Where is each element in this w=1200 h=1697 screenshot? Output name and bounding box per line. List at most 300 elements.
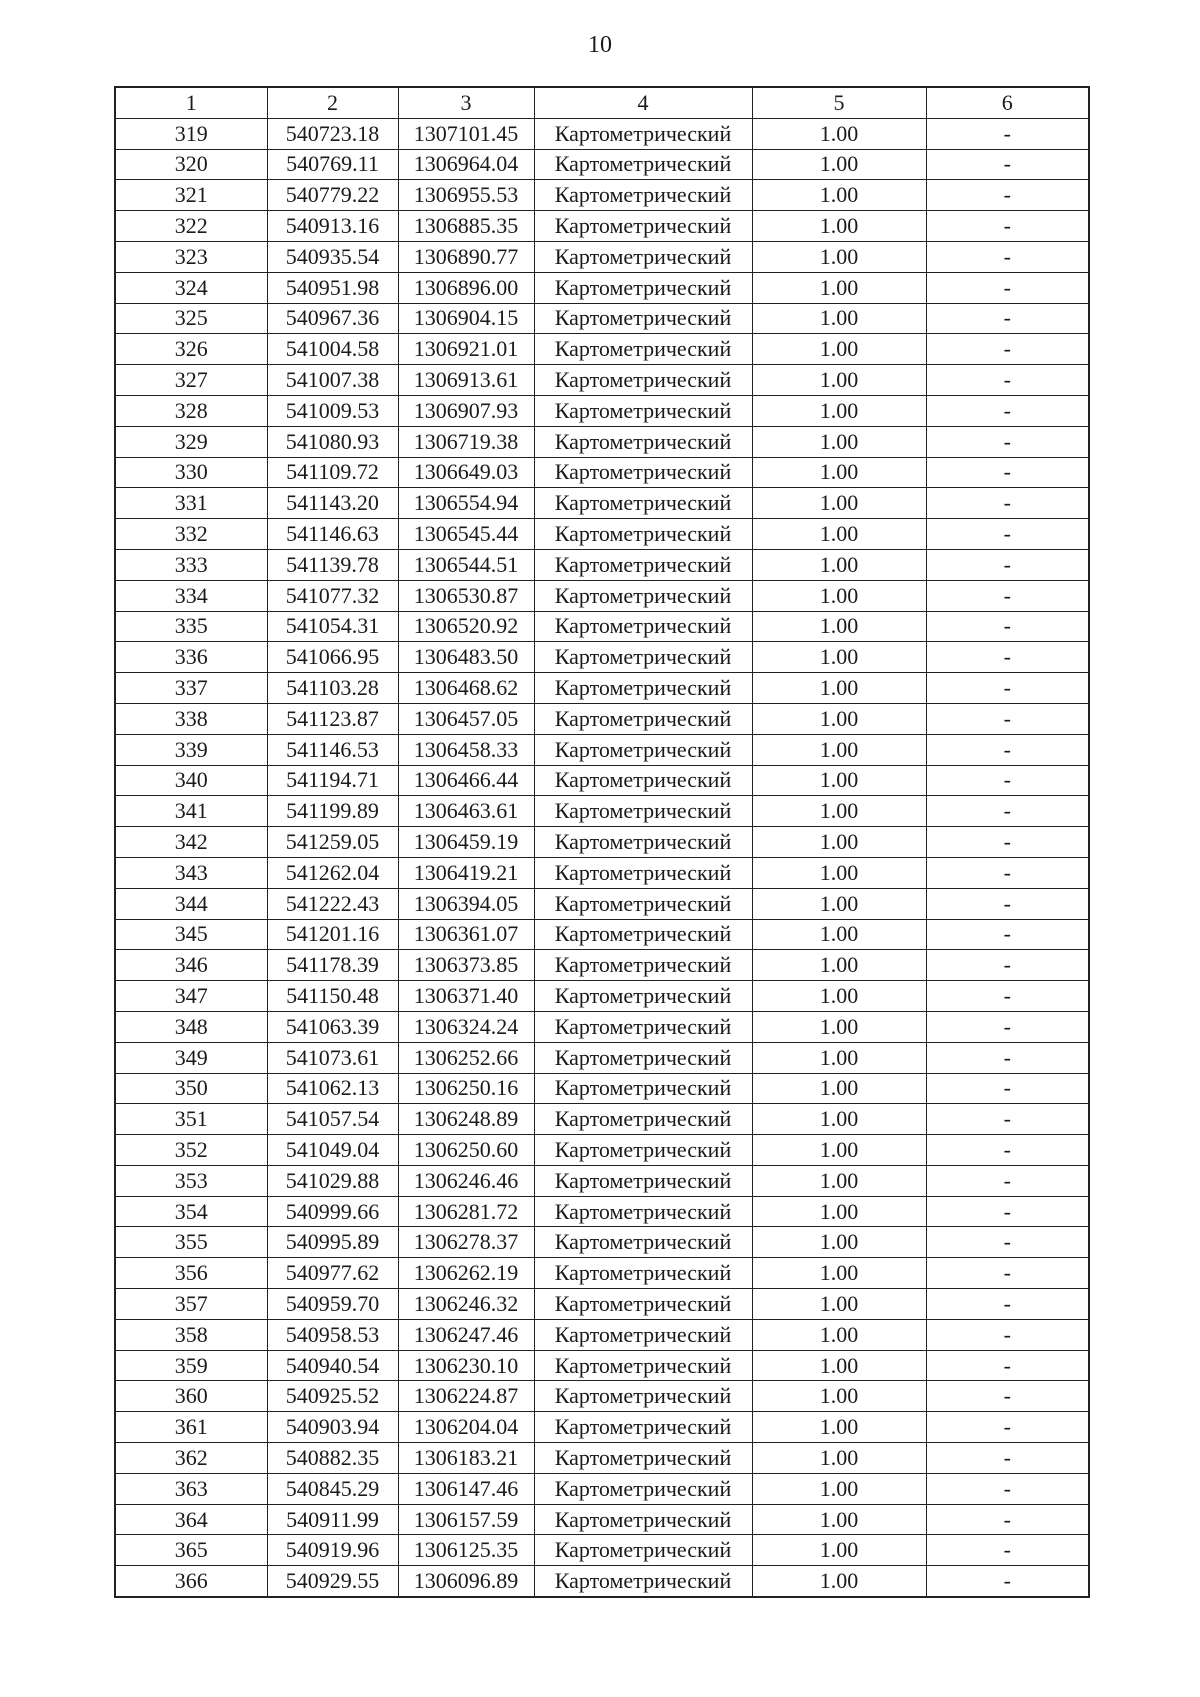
accuracy-cell: 1.00 xyxy=(752,1073,926,1104)
method-cell: Картометрический xyxy=(534,272,752,303)
accuracy-cell: 1.00 xyxy=(752,395,926,426)
description-cell: - xyxy=(926,1196,1089,1227)
table-row xyxy=(115,334,1089,365)
accuracy-cell: 1.00 xyxy=(752,580,926,611)
column-header: 3 xyxy=(398,87,534,118)
x-coordinate-cell: 540999.66 xyxy=(267,1196,398,1227)
point-number-cell: 346 xyxy=(115,950,267,981)
column-header: 2 xyxy=(267,87,398,118)
description-cell: - xyxy=(926,827,1089,858)
table-row xyxy=(115,241,1089,272)
method-cell: Картометрический xyxy=(534,1443,752,1474)
table-row xyxy=(115,211,1089,242)
description-cell: - xyxy=(926,1412,1089,1443)
method-cell: Картометрический xyxy=(534,1042,752,1073)
description-cell: - xyxy=(926,1381,1089,1412)
y-coordinate-cell: 1306394.05 xyxy=(398,888,534,919)
x-coordinate-cell: 540940.54 xyxy=(267,1350,398,1381)
x-coordinate-cell: 540935.54 xyxy=(267,241,398,272)
accuracy-cell: 1.00 xyxy=(752,272,926,303)
accuracy-cell: 1.00 xyxy=(752,488,926,519)
description-cell: - xyxy=(926,180,1089,211)
point-number-cell: 333 xyxy=(115,549,267,580)
x-coordinate-cell: 540769.11 xyxy=(267,149,398,180)
y-coordinate-cell: 1306913.61 xyxy=(398,365,534,396)
x-coordinate-cell: 540845.29 xyxy=(267,1473,398,1504)
table-row xyxy=(115,519,1089,550)
accuracy-cell: 1.00 xyxy=(752,1319,926,1350)
description-cell: - xyxy=(926,1227,1089,1258)
method-cell: Картометрический xyxy=(534,888,752,919)
x-coordinate-cell: 541009.53 xyxy=(267,395,398,426)
description-cell: - xyxy=(926,1258,1089,1289)
y-coordinate-cell: 1306373.85 xyxy=(398,950,534,981)
accuracy-cell: 1.00 xyxy=(752,457,926,488)
point-number-cell: 340 xyxy=(115,765,267,796)
accuracy-cell: 1.00 xyxy=(752,703,926,734)
accuracy-cell: 1.00 xyxy=(752,118,926,149)
x-coordinate-cell: 540723.18 xyxy=(267,118,398,149)
point-number-cell: 337 xyxy=(115,673,267,704)
y-coordinate-cell: 1306224.87 xyxy=(398,1381,534,1412)
point-number-cell: 344 xyxy=(115,888,267,919)
x-coordinate-cell: 541194.71 xyxy=(267,765,398,796)
y-coordinate-cell: 1306147.46 xyxy=(398,1473,534,1504)
y-coordinate-cell: 1306278.37 xyxy=(398,1227,534,1258)
accuracy-cell: 1.00 xyxy=(752,334,926,365)
method-cell: Картометрический xyxy=(534,1073,752,1104)
table-row xyxy=(115,642,1089,673)
method-cell: Картометрический xyxy=(534,519,752,550)
point-number-cell: 322 xyxy=(115,211,267,242)
table-row xyxy=(115,1350,1089,1381)
accuracy-cell: 1.00 xyxy=(752,796,926,827)
accuracy-cell: 1.00 xyxy=(752,1104,926,1135)
table-row xyxy=(115,395,1089,426)
point-number-cell: 329 xyxy=(115,426,267,457)
point-number-cell: 361 xyxy=(115,1412,267,1443)
method-cell: Картометрический xyxy=(534,1319,752,1350)
description-cell: - xyxy=(926,950,1089,981)
description-cell: - xyxy=(926,857,1089,888)
point-number-cell: 321 xyxy=(115,180,267,211)
accuracy-cell: 1.00 xyxy=(752,950,926,981)
x-coordinate-cell: 541049.04 xyxy=(267,1135,398,1166)
x-coordinate-cell: 541150.48 xyxy=(267,981,398,1012)
y-coordinate-cell: 1306554.94 xyxy=(398,488,534,519)
table-row xyxy=(115,1073,1089,1104)
y-coordinate-cell: 1306483.50 xyxy=(398,642,534,673)
y-coordinate-cell: 1306530.87 xyxy=(398,580,534,611)
x-coordinate-cell: 541054.31 xyxy=(267,611,398,642)
point-number-cell: 325 xyxy=(115,303,267,334)
x-coordinate-cell: 540967.36 xyxy=(267,303,398,334)
y-coordinate-cell: 1306252.66 xyxy=(398,1042,534,1073)
table-row xyxy=(115,1135,1089,1166)
accuracy-cell: 1.00 xyxy=(752,365,926,396)
x-coordinate-cell: 541109.72 xyxy=(267,457,398,488)
table-row xyxy=(115,1412,1089,1443)
x-coordinate-cell: 540779.22 xyxy=(267,180,398,211)
y-coordinate-cell: 1306907.93 xyxy=(398,395,534,426)
description-cell: - xyxy=(926,981,1089,1012)
point-number-cell: 319 xyxy=(115,118,267,149)
point-number-cell: 363 xyxy=(115,1473,267,1504)
method-cell: Картометрический xyxy=(534,1473,752,1504)
description-cell: - xyxy=(926,118,1089,149)
accuracy-cell: 1.00 xyxy=(752,642,926,673)
x-coordinate-cell: 540913.16 xyxy=(267,211,398,242)
y-coordinate-cell: 1306096.89 xyxy=(398,1566,534,1597)
method-cell: Картометрический xyxy=(534,426,752,457)
point-number-cell: 356 xyxy=(115,1258,267,1289)
accuracy-cell: 1.00 xyxy=(752,1350,926,1381)
method-cell: Картометрический xyxy=(534,1289,752,1320)
point-number-cell: 355 xyxy=(115,1227,267,1258)
x-coordinate-cell: 541057.54 xyxy=(267,1104,398,1135)
point-number-cell: 354 xyxy=(115,1196,267,1227)
table-row xyxy=(115,118,1089,149)
table-row xyxy=(115,796,1089,827)
point-number-cell: 358 xyxy=(115,1319,267,1350)
table-header-row xyxy=(115,87,1089,118)
description-cell: - xyxy=(926,1566,1089,1597)
y-coordinate-cell: 1306545.44 xyxy=(398,519,534,550)
table-row xyxy=(115,950,1089,981)
table-row xyxy=(115,457,1089,488)
point-number-cell: 342 xyxy=(115,827,267,858)
description-cell: - xyxy=(926,796,1089,827)
y-coordinate-cell: 1306248.89 xyxy=(398,1104,534,1135)
y-coordinate-cell: 1306183.21 xyxy=(398,1443,534,1474)
description-cell: - xyxy=(926,241,1089,272)
description-cell: - xyxy=(926,888,1089,919)
x-coordinate-cell: 541062.13 xyxy=(267,1073,398,1104)
accuracy-cell: 1.00 xyxy=(752,888,926,919)
x-coordinate-cell: 540958.53 xyxy=(267,1319,398,1350)
table-row xyxy=(115,1319,1089,1350)
table-row xyxy=(115,149,1089,180)
method-cell: Картометрический xyxy=(534,673,752,704)
point-number-cell: 357 xyxy=(115,1289,267,1320)
y-coordinate-cell: 1306890.77 xyxy=(398,241,534,272)
y-coordinate-cell: 1306544.51 xyxy=(398,549,534,580)
method-cell: Картометрический xyxy=(534,703,752,734)
table-row xyxy=(115,303,1089,334)
table-row xyxy=(115,1443,1089,1474)
table-row xyxy=(115,426,1089,457)
accuracy-cell: 1.00 xyxy=(752,919,926,950)
method-cell: Картометрический xyxy=(534,211,752,242)
description-cell: - xyxy=(926,1473,1089,1504)
x-coordinate-cell: 541077.32 xyxy=(267,580,398,611)
point-number-cell: 343 xyxy=(115,857,267,888)
method-cell: Картометрический xyxy=(534,1196,752,1227)
x-coordinate-cell: 541201.16 xyxy=(267,919,398,950)
point-number-cell: 327 xyxy=(115,365,267,396)
x-coordinate-cell: 541262.04 xyxy=(267,857,398,888)
accuracy-cell: 1.00 xyxy=(752,1042,926,1073)
point-number-cell: 348 xyxy=(115,1011,267,1042)
column-header: 4 xyxy=(534,87,752,118)
point-number-cell: 332 xyxy=(115,519,267,550)
description-cell: - xyxy=(926,149,1089,180)
table-row xyxy=(115,1566,1089,1597)
accuracy-cell: 1.00 xyxy=(752,1535,926,1566)
column-header: 1 xyxy=(115,87,267,118)
x-coordinate-cell: 541199.89 xyxy=(267,796,398,827)
table-row xyxy=(115,1535,1089,1566)
description-cell: - xyxy=(926,365,1089,396)
table-row xyxy=(115,827,1089,858)
accuracy-cell: 1.00 xyxy=(752,241,926,272)
point-number-cell: 360 xyxy=(115,1381,267,1412)
method-cell: Картометрический xyxy=(534,1381,752,1412)
x-coordinate-cell: 541080.93 xyxy=(267,426,398,457)
method-cell: Картометрический xyxy=(534,1227,752,1258)
table-body xyxy=(115,118,1089,1597)
method-cell: Картометрический xyxy=(534,180,752,211)
description-cell: - xyxy=(926,642,1089,673)
x-coordinate-cell: 540929.55 xyxy=(267,1566,398,1597)
y-coordinate-cell: 1306419.21 xyxy=(398,857,534,888)
description-cell: - xyxy=(926,211,1089,242)
method-cell: Картометрический xyxy=(534,334,752,365)
accuracy-cell: 1.00 xyxy=(752,180,926,211)
y-coordinate-cell: 1306157.59 xyxy=(398,1504,534,1535)
description-cell: - xyxy=(926,919,1089,950)
point-number-cell: 349 xyxy=(115,1042,267,1073)
y-coordinate-cell: 1306246.46 xyxy=(398,1165,534,1196)
method-cell: Картометрический xyxy=(534,1535,752,1566)
y-coordinate-cell: 1306262.19 xyxy=(398,1258,534,1289)
method-cell: Картометрический xyxy=(534,1104,752,1135)
accuracy-cell: 1.00 xyxy=(752,1566,926,1597)
accuracy-cell: 1.00 xyxy=(752,827,926,858)
description-cell: - xyxy=(926,1011,1089,1042)
point-number-cell: 323 xyxy=(115,241,267,272)
accuracy-cell: 1.00 xyxy=(752,1227,926,1258)
x-coordinate-cell: 541066.95 xyxy=(267,642,398,673)
method-cell: Картометрический xyxy=(534,303,752,334)
accuracy-cell: 1.00 xyxy=(752,857,926,888)
point-number-cell: 353 xyxy=(115,1165,267,1196)
description-cell: - xyxy=(926,334,1089,365)
table-row xyxy=(115,1258,1089,1289)
point-number-cell: 324 xyxy=(115,272,267,303)
point-number-cell: 359 xyxy=(115,1350,267,1381)
table-row xyxy=(115,1196,1089,1227)
y-coordinate-cell: 1306250.16 xyxy=(398,1073,534,1104)
table-row xyxy=(115,580,1089,611)
description-cell: - xyxy=(926,1443,1089,1474)
point-number-cell: 331 xyxy=(115,488,267,519)
y-coordinate-cell: 1306371.40 xyxy=(398,981,534,1012)
table-row xyxy=(115,611,1089,642)
accuracy-cell: 1.00 xyxy=(752,1135,926,1166)
point-number-cell: 350 xyxy=(115,1073,267,1104)
accuracy-cell: 1.00 xyxy=(752,1473,926,1504)
table-row xyxy=(115,180,1089,211)
coordinates-table xyxy=(114,86,1090,1598)
column-header: 5 xyxy=(752,87,926,118)
accuracy-cell: 1.00 xyxy=(752,1258,926,1289)
x-coordinate-cell: 541029.88 xyxy=(267,1165,398,1196)
method-cell: Картометрический xyxy=(534,1258,752,1289)
y-coordinate-cell: 1306458.33 xyxy=(398,734,534,765)
description-cell: - xyxy=(926,703,1089,734)
point-number-cell: 328 xyxy=(115,395,267,426)
accuracy-cell: 1.00 xyxy=(752,1381,926,1412)
method-cell: Картометрический xyxy=(534,642,752,673)
table-row xyxy=(115,919,1089,950)
accuracy-cell: 1.00 xyxy=(752,981,926,1012)
description-cell: - xyxy=(926,734,1089,765)
y-coordinate-cell: 1306125.35 xyxy=(398,1535,534,1566)
x-coordinate-cell: 540911.99 xyxy=(267,1504,398,1535)
point-number-cell: 364 xyxy=(115,1504,267,1535)
y-coordinate-cell: 1306463.61 xyxy=(398,796,534,827)
y-coordinate-cell: 1306649.03 xyxy=(398,457,534,488)
description-cell: - xyxy=(926,1135,1089,1166)
x-coordinate-cell: 540903.94 xyxy=(267,1412,398,1443)
description-cell: - xyxy=(926,1073,1089,1104)
accuracy-cell: 1.00 xyxy=(752,1196,926,1227)
accuracy-cell: 1.00 xyxy=(752,1165,926,1196)
point-number-cell: 345 xyxy=(115,919,267,950)
point-number-cell: 341 xyxy=(115,796,267,827)
y-coordinate-cell: 1306904.15 xyxy=(398,303,534,334)
method-cell: Картометрический xyxy=(534,1165,752,1196)
y-coordinate-cell: 1306281.72 xyxy=(398,1196,534,1227)
table-row xyxy=(115,765,1089,796)
accuracy-cell: 1.00 xyxy=(752,1289,926,1320)
method-cell: Картометрический xyxy=(534,118,752,149)
method-cell: Картометрический xyxy=(534,796,752,827)
x-coordinate-cell: 541123.87 xyxy=(267,703,398,734)
x-coordinate-cell: 540925.52 xyxy=(267,1381,398,1412)
point-number-cell: 320 xyxy=(115,149,267,180)
page-number: 10 xyxy=(588,32,612,58)
method-cell: Картометрический xyxy=(534,857,752,888)
table-row xyxy=(115,1504,1089,1535)
point-number-cell: 362 xyxy=(115,1443,267,1474)
point-number-cell: 336 xyxy=(115,642,267,673)
method-cell: Картометрический xyxy=(534,950,752,981)
x-coordinate-cell: 540919.96 xyxy=(267,1535,398,1566)
x-coordinate-cell: 541178.39 xyxy=(267,950,398,981)
y-coordinate-cell: 1306459.19 xyxy=(398,827,534,858)
method-cell: Картометрический xyxy=(534,981,752,1012)
y-coordinate-cell: 1307101.45 xyxy=(398,118,534,149)
method-cell: Картометрический xyxy=(534,395,752,426)
table-row xyxy=(115,981,1089,1012)
method-cell: Картометрический xyxy=(534,365,752,396)
description-cell: - xyxy=(926,611,1089,642)
y-coordinate-cell: 1306955.53 xyxy=(398,180,534,211)
y-coordinate-cell: 1306921.01 xyxy=(398,334,534,365)
y-coordinate-cell: 1306896.00 xyxy=(398,272,534,303)
accuracy-cell: 1.00 xyxy=(752,426,926,457)
table-row xyxy=(115,703,1089,734)
method-cell: Картометрический xyxy=(534,919,752,950)
method-cell: Картометрический xyxy=(534,580,752,611)
point-number-cell: 338 xyxy=(115,703,267,734)
y-coordinate-cell: 1306468.62 xyxy=(398,673,534,704)
method-cell: Картометрический xyxy=(534,611,752,642)
description-cell: - xyxy=(926,1042,1089,1073)
method-cell: Картометрический xyxy=(534,827,752,858)
method-cell: Картометрический xyxy=(534,549,752,580)
table-row xyxy=(115,1381,1089,1412)
table-row xyxy=(115,488,1089,519)
x-coordinate-cell: 541103.28 xyxy=(267,673,398,704)
point-number-cell: 334 xyxy=(115,580,267,611)
method-cell: Картометрический xyxy=(534,1566,752,1597)
point-number-cell: 352 xyxy=(115,1135,267,1166)
method-cell: Картометрический xyxy=(534,1135,752,1166)
y-coordinate-cell: 1306964.04 xyxy=(398,149,534,180)
point-number-cell: 351 xyxy=(115,1104,267,1135)
table-row xyxy=(115,365,1089,396)
table-row xyxy=(115,673,1089,704)
y-coordinate-cell: 1306466.44 xyxy=(398,765,534,796)
method-cell: Картометрический xyxy=(534,765,752,796)
description-cell: - xyxy=(926,580,1089,611)
y-coordinate-cell: 1306204.04 xyxy=(398,1412,534,1443)
table-row xyxy=(115,1042,1089,1073)
x-coordinate-cell: 540951.98 xyxy=(267,272,398,303)
table-row xyxy=(115,1227,1089,1258)
method-cell: Картометрический xyxy=(534,149,752,180)
description-cell: - xyxy=(926,1289,1089,1320)
description-cell: - xyxy=(926,1319,1089,1350)
accuracy-cell: 1.00 xyxy=(752,1443,926,1474)
x-coordinate-cell: 541004.58 xyxy=(267,334,398,365)
method-cell: Картометрический xyxy=(534,1504,752,1535)
table-row xyxy=(115,1473,1089,1504)
description-cell: - xyxy=(926,1535,1089,1566)
description-cell: - xyxy=(926,765,1089,796)
method-cell: Картометрический xyxy=(534,241,752,272)
x-coordinate-cell: 541139.78 xyxy=(267,549,398,580)
table-row xyxy=(115,549,1089,580)
table-row xyxy=(115,734,1089,765)
accuracy-cell: 1.00 xyxy=(752,519,926,550)
table-row xyxy=(115,272,1089,303)
accuracy-cell: 1.00 xyxy=(752,149,926,180)
accuracy-cell: 1.00 xyxy=(752,611,926,642)
table-row xyxy=(115,857,1089,888)
table-row xyxy=(115,888,1089,919)
x-coordinate-cell: 540882.35 xyxy=(267,1443,398,1474)
accuracy-cell: 1.00 xyxy=(752,303,926,334)
description-cell: - xyxy=(926,395,1089,426)
description-cell: - xyxy=(926,272,1089,303)
method-cell: Картометрический xyxy=(534,488,752,519)
x-coordinate-cell: 540995.89 xyxy=(267,1227,398,1258)
x-coordinate-cell: 541222.43 xyxy=(267,888,398,919)
y-coordinate-cell: 1306324.24 xyxy=(398,1011,534,1042)
description-cell: - xyxy=(926,673,1089,704)
description-cell: - xyxy=(926,519,1089,550)
accuracy-cell: 1.00 xyxy=(752,1011,926,1042)
accuracy-cell: 1.00 xyxy=(752,549,926,580)
x-coordinate-cell: 541063.39 xyxy=(267,1011,398,1042)
description-cell: - xyxy=(926,1504,1089,1535)
column-header: 6 xyxy=(926,87,1089,118)
y-coordinate-cell: 1306247.46 xyxy=(398,1319,534,1350)
